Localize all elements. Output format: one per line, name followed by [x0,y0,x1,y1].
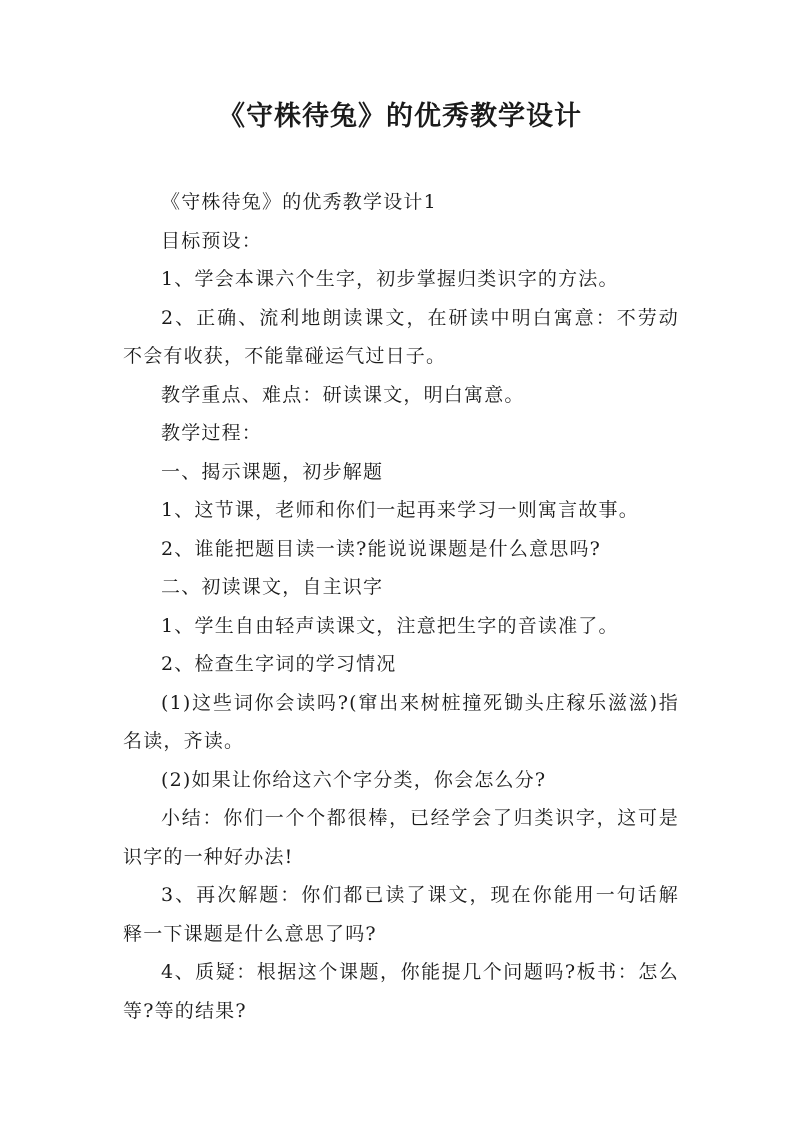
paragraph: 2、谁能把题目读一读?能说说课题是什么意思吗? [161,537,602,560]
document-body [123,183,679,1030]
paragraph: 一、揭示课题，初步解题 [161,460,384,483]
paragraph: 1、学生自由轻声读课文，注意把生字的音读准了。 [161,614,619,637]
paragraph: (1)这些词你会读吗?(窜出来树桩撞死锄头庄稼乐滋滋)指名读，齐读。 [123,691,679,752]
paragraph: 2、正确、流利地朗读课文，在研读中明白寓意：不劳动不会有收获，不能靠碰运气过日子。 [123,306,679,367]
paragraph: 3、再次解题：你们都已读了课文，现在你能用一句话解释一下课题是什么意思了吗? [123,884,679,945]
paragraph: 小结：你们一个个都很棒，已经学会了归类识字，这可是识字的一种好办法! [123,807,679,868]
paragraph: 2、检查生字词的学习情况 [161,653,397,675]
paragraph: 1、这节课，老师和你们一起再来学习一则寓言故事。 [161,499,639,521]
paragraph: 目标预设： [161,229,263,252]
paragraph: 二、初读课文，自主识字 [161,576,384,598]
section-heading: 《守株待兔》的优秀教学设计1 [161,191,437,213]
document-title: 《守株待兔》的优秀教学设计 [218,101,582,132]
paragraph: 教学过程： [161,422,263,444]
paragraph: (2)如果让你给这六个字分类，你会怎么分? [161,768,547,791]
paragraph: 教学重点、难点：研读课文，明白寓意。 [161,383,525,406]
paragraph: 1、学会本课六个生字，初步掌握归类识字的方法。 [161,268,619,290]
paragraph: 4、质疑：根据这个课题，你能提几个问题吗?板书：怎么等?等的结果? [123,961,679,1022]
